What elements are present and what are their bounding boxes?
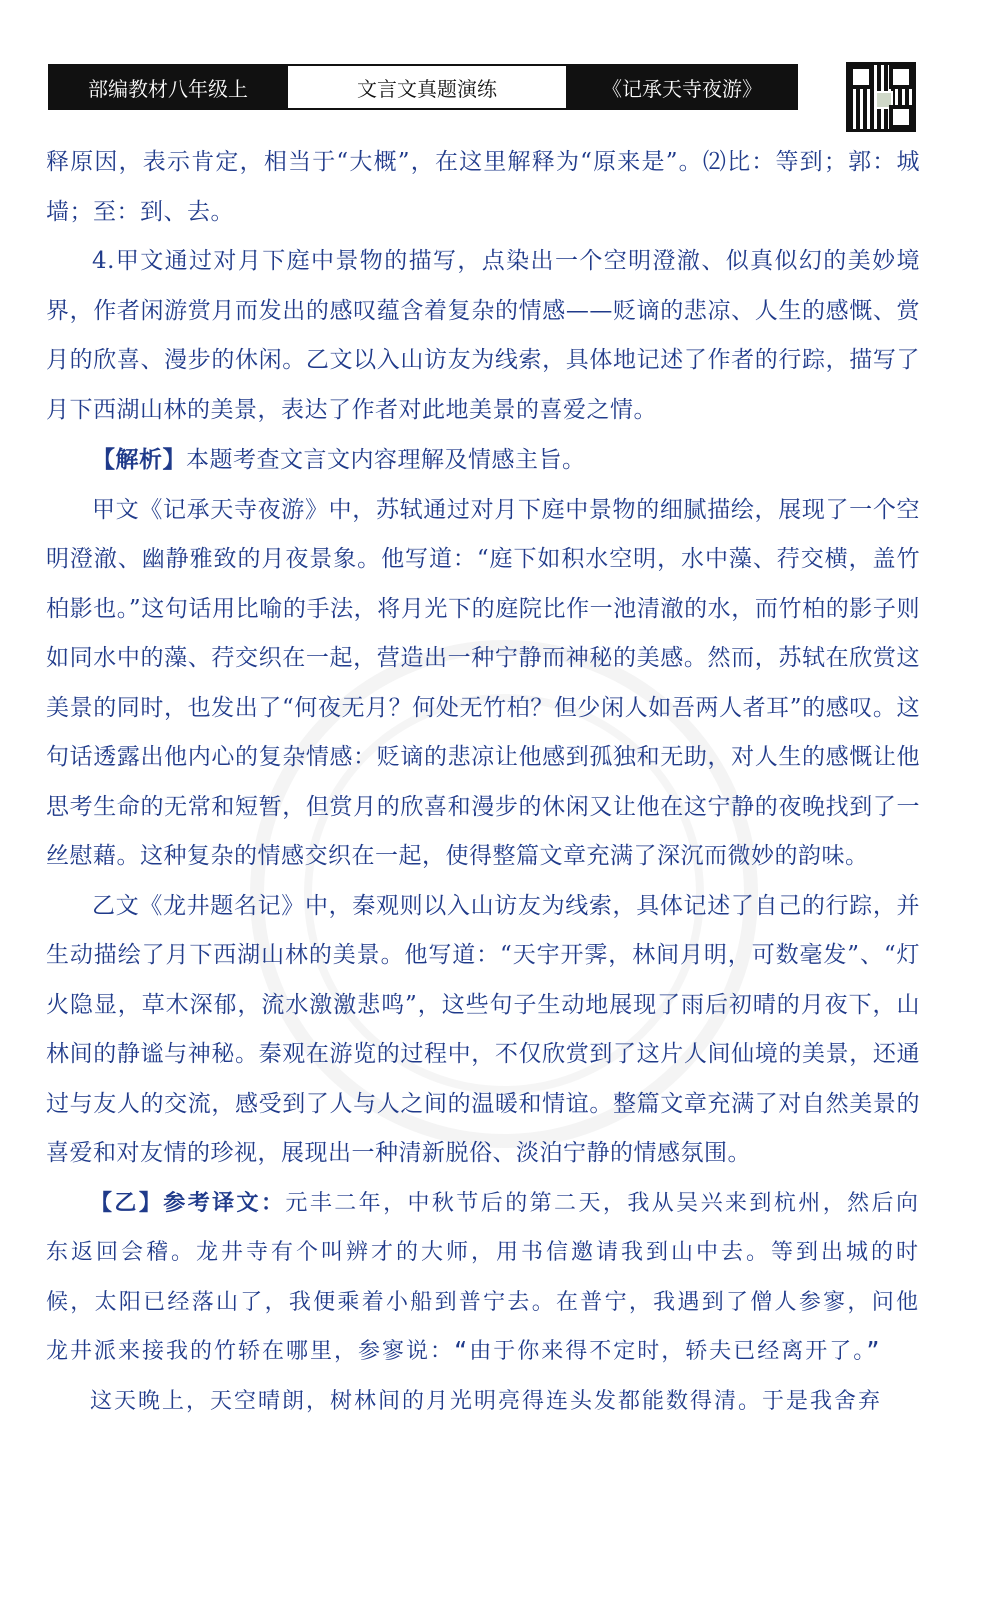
header-lesson-title: 《记承天寺夜游》 <box>568 66 796 108</box>
paragraph-translation-continued: 这天晚上，天空晴朗，树林间的月光明亮得连头发都能数得清。于是我舍弃 <box>90 1388 883 1414</box>
header-grade-label: 部编教材八年级上 <box>50 66 286 108</box>
paragraph-analysis-jia: 甲文《记承天寺夜游》中，苏轼通过对月下庭中景物的细腻描绘，展现了一个空明澄澈、幽静雅致的月夜景象。他写道：“庭下如积水空明，水中藻、荇交横，盖竹柏影也。”这句话用比喻的手法，将月光下的庭院比作一池清澈的水，而竹柏的影子则如同水中的藻、荇交织在一起，营造出一种宁静而神秘的美感。然而，苏轼在欣赏这美景的同时，也发出了“何夜无月？何处无竹柏？但少闲人如吾两人者耳”的感叹。这句话透露出他内心的复杂情感：贬谪的悲凉让他感到孤独和无助，对人生的感慨让他思考生命的无常和短暂，但赏月的欣喜和漫步的休闲又让他在这宁静的夜晚找到了一丝慰藉。这种复杂的情感交织在一起，使得整篇文章充满了深沉而微妙的韵味。 <box>46 496 920 869</box>
paragraph-answer-3-continued: 释原因，表示肯定，相当于“大概”，在这里解释为“原来是”。⑵比：等到；郭：城墙；至：到、去。 <box>46 149 920 225</box>
translation-tag: 【乙】参考译文： <box>90 1190 286 1216</box>
paragraph-analysis-yi: 乙文《龙井题名记》中，秦观则以入山访友为线索，具体记述了自己的行踪，并生动描绘了月下西湖山林的美景。他写道：“天宇开霁，林间月明，可数毫发”、“灯火隐显，草木深郁，流水激激悲鸣”，这些句子生动地展现了雨后初晴的月夜下，山林间的静谧与神秘。秦观在游览的过程中，不仅欣赏到了这片人间仙境的美景，还通过与友人的交流，感受到了人与人之间的温暖和情谊。整篇文章充满了对自然美景的喜爱和对友情的珍视，展现出一种清新脱俗、淡泊宁静的情感氛围。 <box>46 892 920 1166</box>
paragraph-translation <box>46 1179 920 1377</box>
header-section-title: 文言文真题演练 <box>286 66 568 108</box>
header-banner <box>48 64 798 110</box>
paragraph-answer-4: 4.甲文通过对月下庭中景物的描写，点染出一个空明澄澈、似真似幻的美妙境界，作者闲游赏月而发出的感叹蕴含着复杂的情感——贬谪的悲凉、人生的感慨、赏月的欣喜、漫步的休闲。乙文以入山访友为线索，具体地记述了作者的行踪，描写了月下西湖山林的美景，表达了作者对此地美景的喜爱之情。 <box>46 248 920 423</box>
paragraph-analysis-intro <box>46 435 920 486</box>
analysis-text: 本题考查文言文内容理解及情感主旨。 <box>186 447 586 473</box>
document-body <box>46 138 920 1426</box>
qr-code-icon <box>846 62 916 132</box>
translation-text: 元丰二年，中秋节后的第二天，我从吴兴来到杭州，然后向东返回会稽。龙井寺有个叫辨才的大师，用书信邀请我到山中去。等到出城的时候，太阳已经落山了，我便乘着小船到普宁去。在普宁，我遇到了僧人参寥，问他龙井派来接我的竹轿在哪里，参寥说：“由于你来得不定时，轿夫已经离开了。” <box>46 1190 920 1364</box>
analysis-tag: 【解析】 <box>92 446 186 473</box>
